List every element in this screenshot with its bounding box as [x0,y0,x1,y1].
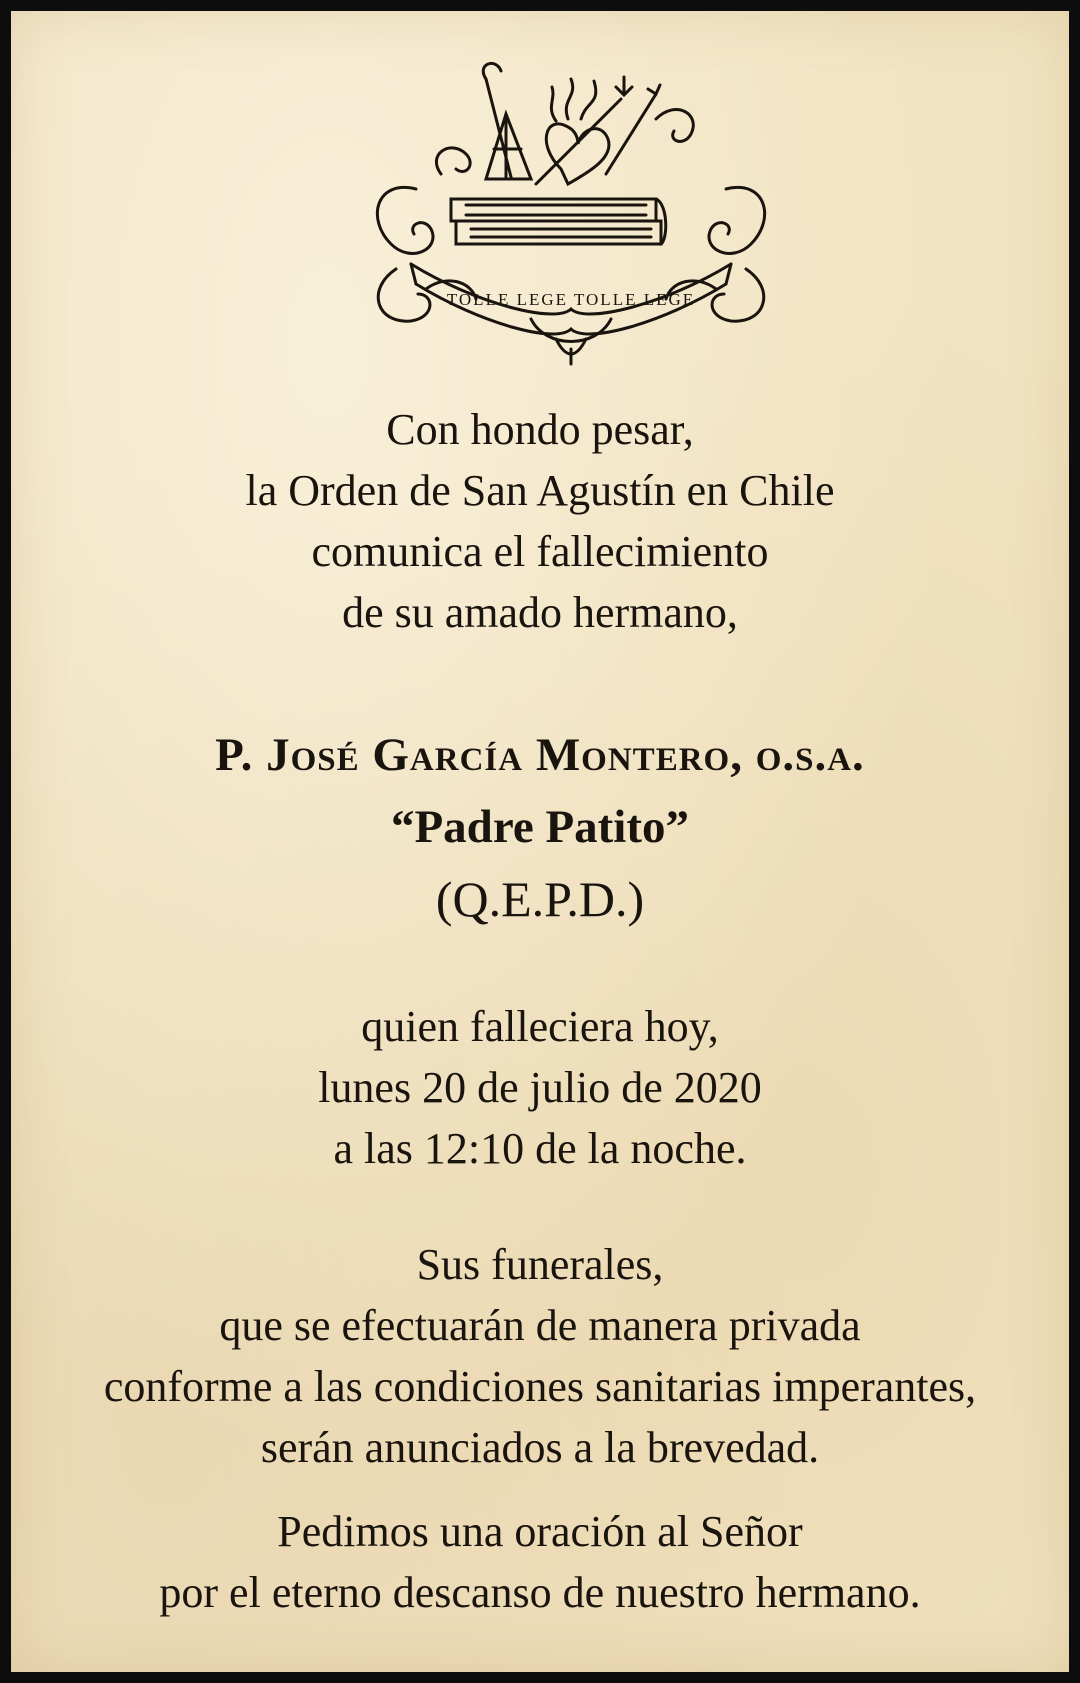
augustinian-emblem-icon [356,59,786,369]
funeral-line: que se efectuarán de manera privada [219,1301,861,1350]
death-notice [11,996,1069,1179]
intro-line: comunica el fallecimiento [311,527,769,576]
prayer-line: Pedimos una oración al Señor [277,1507,803,1556]
funeral-line: conforme a las condiciones sanitarias imperantes, [103,1362,977,1411]
intro-line: Con hondo pesar, [386,405,694,454]
deceased-nickname: “Padre Patito” [390,801,690,853]
prayer-request [11,1501,1069,1623]
qepd-label: (Q.E.P.D.) [435,871,645,927]
death-line: a las 12:10 de la noche. [333,1124,747,1173]
obituary-card [11,11,1069,1672]
emblem-motto: TOLLE LEGE TOLLE LEGE [446,290,696,309]
prayer-line: por el eterno descanso de nuestro hermano. [159,1568,921,1617]
funeral-notice [11,1234,1069,1478]
intro-line: la Orden de San Agustín en Chile [245,466,835,515]
death-line: quien falleciera hoy, [361,1002,719,1051]
death-line: lunes 20 de julio de 2020 [318,1063,762,1112]
intro-line: de su amado hermano, [342,588,738,637]
deceased-name: P. José García Montero, o.s.a. [215,729,865,781]
funeral-line: serán anunciados a la brevedad. [260,1423,820,1472]
funeral-line: Sus funerales, [416,1240,664,1289]
intro-text [11,399,1069,643]
